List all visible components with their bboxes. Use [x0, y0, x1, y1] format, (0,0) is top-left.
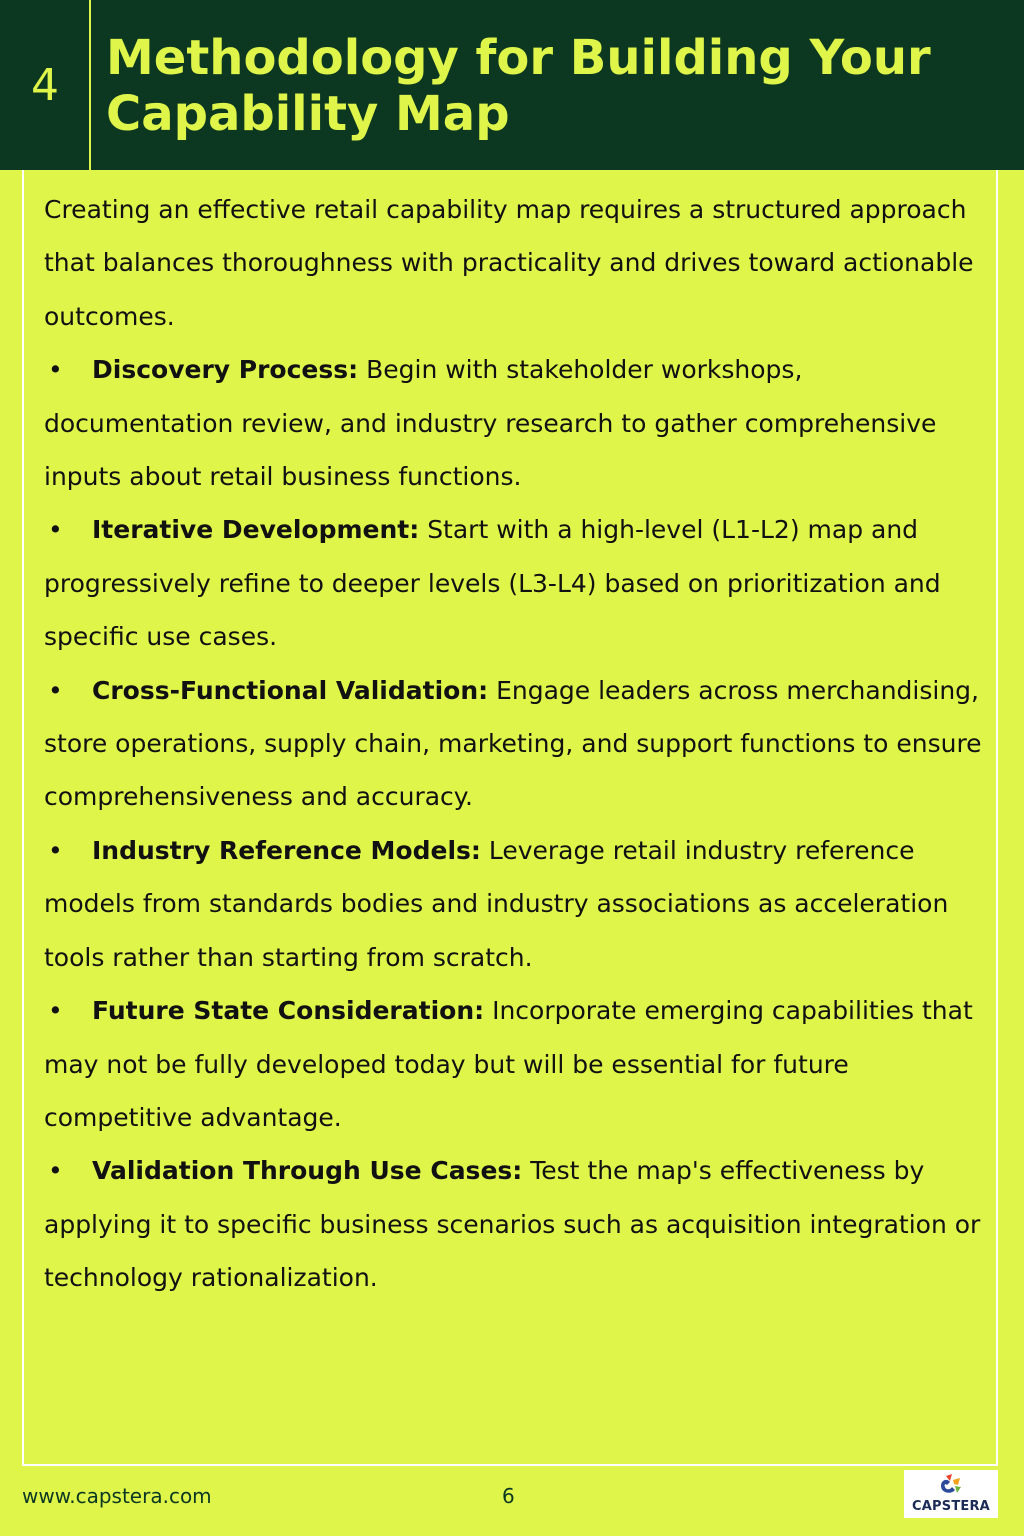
bullet-icon: • [48, 1156, 63, 1186]
bullet-icon: • [48, 835, 63, 865]
page-number: 6 [502, 1484, 515, 1508]
header-divider [89, 0, 91, 170]
bullet-title: Discovery Process: [92, 355, 359, 385]
bullet-icon: • [48, 675, 63, 705]
capstera-logo-icon [938, 1472, 964, 1500]
list-item [44, 343, 984, 503]
page-header [0, 0, 1024, 170]
list-item [44, 503, 984, 663]
bullet-icon: • [48, 355, 63, 385]
list-item [44, 1144, 984, 1304]
bullet-title: Iterative Development: [92, 515, 420, 545]
section-number: 4 [31, 59, 59, 111]
bullet-text: Incorporate emerging capabilities that may not be fully developed today but will be essential for future competitive advantage. [44, 996, 973, 1132]
page-title: Methodology for Building Your Capability Map [106, 30, 931, 142]
methodology-list [44, 343, 984, 1304]
bullet-text: Start with a high-level (L1-L2) map and progressively refine to deeper levels (L3-L4) based on prioritization and specific use cases. [44, 515, 941, 652]
content-body [44, 183, 984, 1305]
bullet-icon: • [48, 996, 63, 1026]
bullet-title: Cross-Functional Validation: [92, 675, 489, 705]
bullet-text: Test the map's effectiveness by applying it to specific business scenarios such as acquisition integration or technology rationalization. [44, 1156, 981, 1293]
intro-paragraph: Creating an effective retail capability map requires a structured approach that balances thoroughness with practicality and drives toward actionable outcomes. [44, 195, 974, 331]
list-item [44, 824, 984, 984]
bullet-icon: • [48, 515, 63, 545]
bullet-title: Validation Through Use Cases: [92, 1156, 523, 1186]
footer-url-link[interactable]: www.capstera.com [22, 1484, 212, 1508]
logo-text: CAPSTERA [912, 1499, 990, 1514]
bullet-text: Engage leaders across merchandising, store operations, supply chain, marketing, and support functions to ensure comprehensiveness and accuracy. [44, 675, 982, 812]
bullet-text: Begin with stakeholder workshops, documentation review, and industry research to gather comprehensive inputs about retail business functions. [44, 355, 937, 492]
list-item [44, 664, 984, 824]
bullet-title: Future State Consideration: [92, 996, 485, 1026]
list-item [44, 984, 984, 1144]
bullet-text: Leverage retail industry reference models from standards bodies and industry associations as acceleration tools rather than starting from scratch. [44, 835, 949, 972]
bullet-title: Industry Reference Models: [92, 835, 481, 865]
capstera-logo [904, 1470, 998, 1518]
